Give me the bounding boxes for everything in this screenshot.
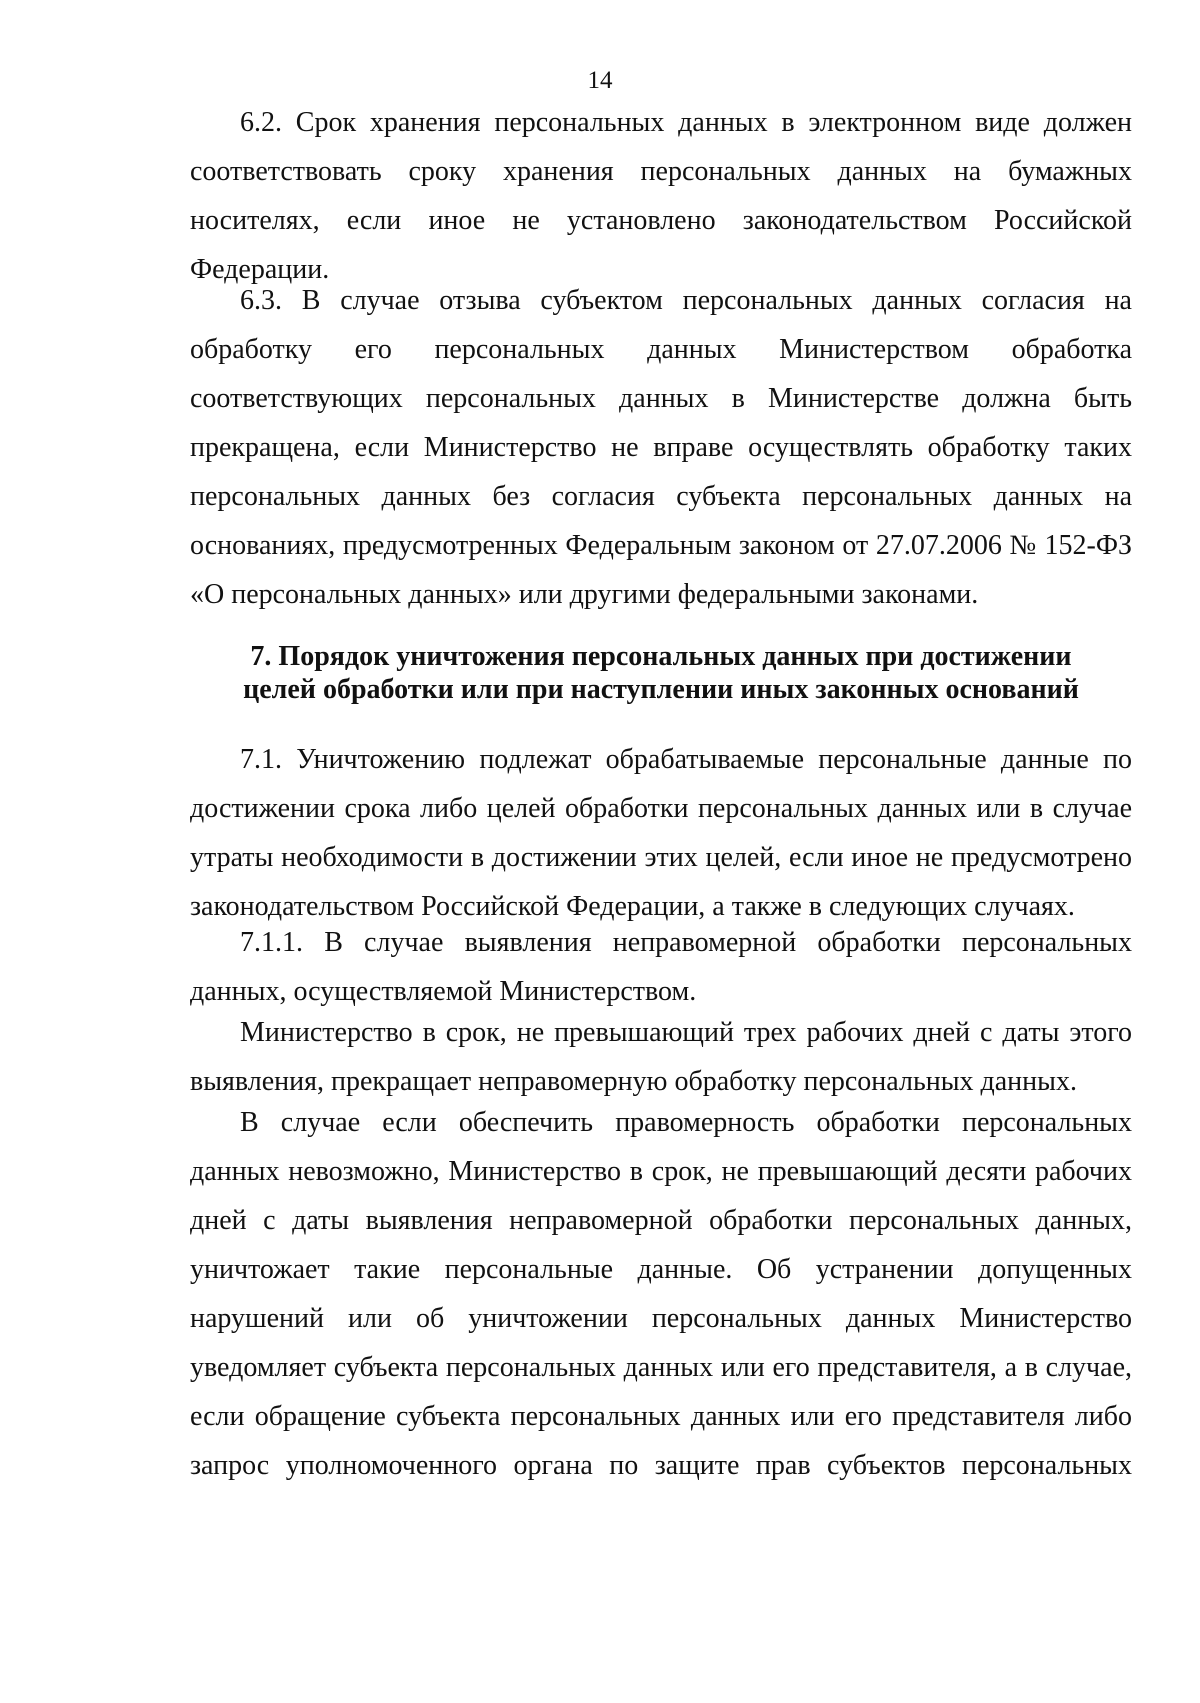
- section-6-block-1: [190, 98, 1132, 294]
- section-7-block-1: [190, 735, 1132, 931]
- paragraph-ministry-deadline: Министерство в срок, не превышающий трех рабочих дней с даты этого выявления, прекращает неправомерную обработку персональных данных.: [190, 1017, 1132, 1097]
- section-7-heading-line-1: 7. Порядок уничтожения персональных данных при достижении: [250, 641, 1072, 672]
- paragraph-7-1-1: 7.1.1. В случае выявления неправомерной обработки персональных данных, осуществляемой Министерством.: [190, 927, 1132, 1007]
- paragraph-6-3: 6.3. В случае отзыва субъектом персональных данных согласия на обработку его персональных данных Министерством обработка соответствующих персональных данных в Министерстве должна быть прекращена, если Министерство не вправе осуществлять обработку таких персональных данных без согласия субъекта персональных данных на основаниях, предусмотренных Федеральным законом от 27.07.2006 № 152-ФЗ «О персональных данных» или другими федеральными законами.: [190, 285, 1132, 610]
- paragraph-case-unlawful: В случае если обеспечить правомерность обработки персональных данных невозможно, Министерство в срок, не превышающий десяти рабочих дней с даты выявления неправомерной обработки персональных данных, уничтожает такие персональные данные. Об устранении допущенных нарушений или об уничтожении персональных данных Министерство уведомляет субъекта персональных данных или его представителя, а в случае, если обращение субъекта персональных данных или его представителя либо запрос уполномоченного органа по защите прав субъектов персональных: [190, 1107, 1132, 1481]
- paragraph-7-1: 7.1. Уничтожению подлежат обрабатываемые персональные данные по достижении срока либо целей обработки персональных данных или в случае утраты необходимости в достижении этих целей, если иное не предусмотрено законодательством Российской Федерации, а также в следующих случаях.: [190, 744, 1132, 922]
- section-7-heading-line-2: целей обработки или при наступлении иных законных оснований: [243, 674, 1079, 705]
- paragraph-6-2: 6.2. Срок хранения персональных данных в электронном виде должен соответствовать сроку хранения персональных данных на бумажных носителях, если иное не установлено законодательством Российской Федерации.: [190, 107, 1132, 285]
- section-7-block-3: [190, 1008, 1132, 1106]
- section-7-block-4: [190, 1098, 1132, 1490]
- section-7-block-2: [190, 918, 1132, 1016]
- section-7-heading: [190, 640, 1132, 706]
- page-number: 14: [587, 67, 613, 94]
- section-6-block-2: [190, 276, 1132, 619]
